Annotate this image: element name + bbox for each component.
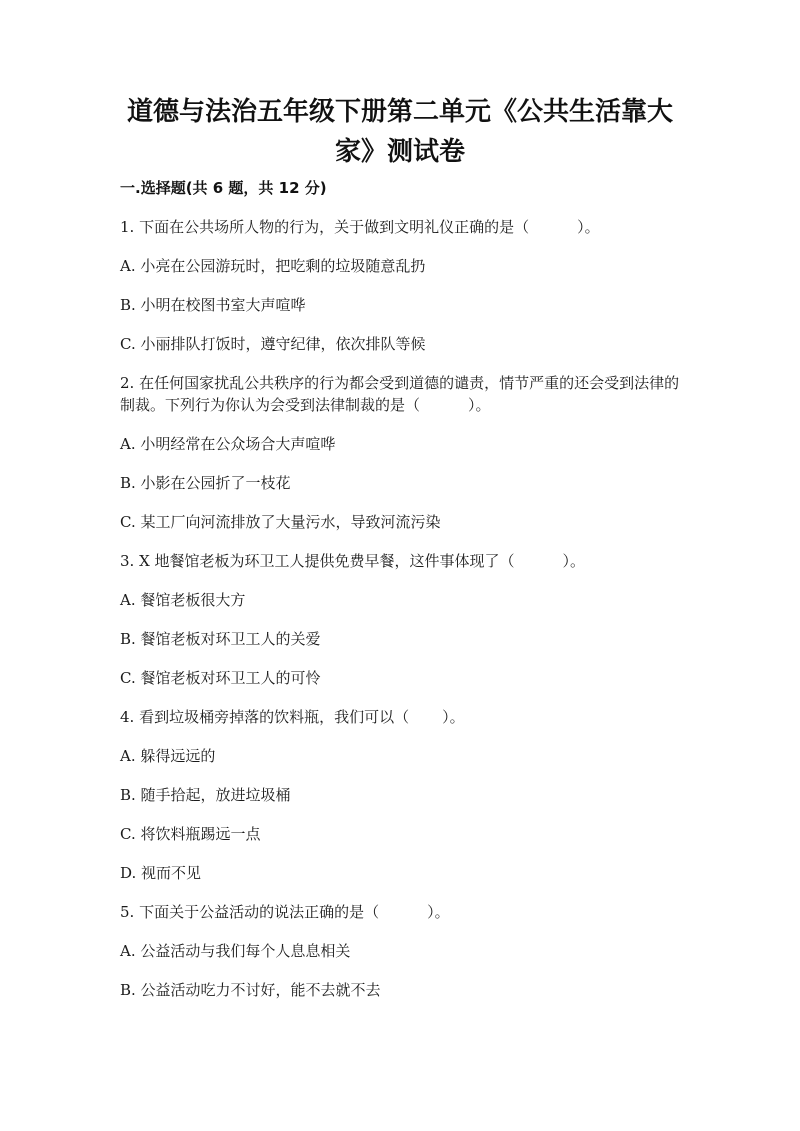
question-5-option-b: B. 公益活动吃力不讨好，能不去就不去 [120,981,381,999]
title-line-2: 家》测试卷 [334,137,465,167]
question-3-stem [120,550,680,572]
section-heading: 一.选择题(共 6 题，共 12 分) [120,179,327,197]
question-3-option-a: A. 餐馆老板很大方 [120,591,246,609]
question-1-option-b: B. 小明在校图书室大声喧哗 [120,296,306,314]
question-2-option-b: B. 小影在公园折了一枝花 [120,474,291,492]
question-2-text: 2. 在任何国家扰乱公共秩序的行为都会受到道德的谴责，情节严重的还会受到法律的制裁。下列行为你认为会受到法律制裁的是（ [120,374,680,414]
question-5-option-a: A. 公益活动与我们每个人息息相关 [120,942,351,960]
question-5-end: ）。 [427,903,450,921]
question-3-text: 3. X 地餐馆老板为环卫工人提供免费早餐，这件事体现了（ [120,552,515,570]
title-line-1: 道德与法治五年级下册第二单元《公共生活靠大 [126,97,673,127]
question-1-end: ）。 [577,218,600,236]
question-3-option-c: C. 餐馆老板对环卫工人的可怜 [120,669,321,687]
question-4-stem [120,706,680,728]
question-1-option-c: C. 小丽排队打饭时，遵守纪律，依次排队等候 [120,335,426,353]
question-4-option-d: D. 视而不见 [120,864,202,882]
question-3-end: ）。 [562,552,586,570]
question-5-text: 5. 下面关于公益活动的说法正确的是（ [120,903,380,921]
question-1-text: 1. 下面在公共场所人物的行为，关于做到文明礼仪正确的是（ [120,218,530,236]
question-2-option-a: A. 小明经常在公众场合大声喧哗 [120,435,336,453]
question-2-stem [120,372,680,416]
question-2-end: ）。 [468,396,491,414]
question-4-option-b: B. 随手拾起，放进垃圾桶 [120,786,291,804]
question-4-text: 4. 看到垃圾桶旁掉落的饮料瓶，我们可以（ [120,708,410,726]
question-1-stem [120,216,680,238]
question-4-option-a: A. 躲得远远的 [120,747,216,765]
question-1-option-a: A. 小亮在公园游玩时，把吃剩的垃圾随意乱扔 [120,257,426,275]
page-title [120,92,680,172]
question-list [120,216,680,1018]
question-4-end: ）。 [442,708,465,726]
question-4-option-c: C. 将饮料瓶踢远一点 [120,825,261,843]
question-3-option-b: B. 餐馆老板对环卫工人的关爱 [120,630,321,648]
question-5-stem [120,901,680,923]
question-2-option-c: C. 某工厂向河流排放了大量污水，导致河流污染 [120,513,441,531]
